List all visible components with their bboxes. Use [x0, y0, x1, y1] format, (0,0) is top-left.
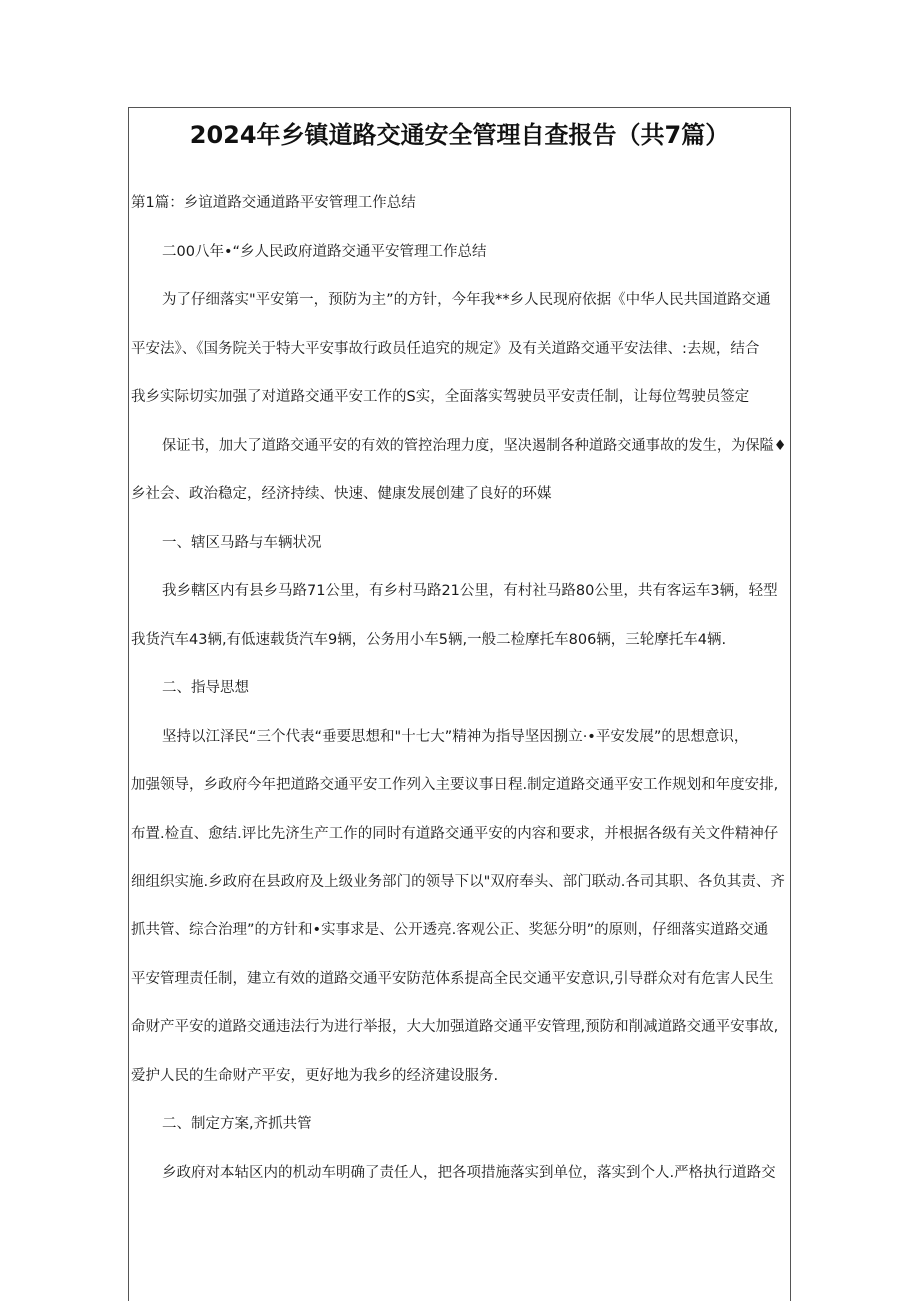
- paragraph-line: 布置.检直、愈结.评比先济生产工作的同时有道路交通平安的内容和要求，并根据各级有关文件精神仔: [131, 826, 779, 842]
- paragraph-line: 我货汽车43辆,有低速载货汽车9辆，公务用小车5辆,一般二检摩托车806辆，三轮摩托车4辆.: [131, 632, 727, 648]
- paragraph-line: 为了仔细落实"平安第一，预防为主”的方针，今年我**乡人民现府依据《中华人民共国道路交通: [162, 292, 771, 308]
- chapter-heading: 第1篇：乡谊道路交通道路平安管理工作总结: [131, 195, 416, 211]
- document-title: 2024年乡镇道路交通安全管理自查报告（共7篇）: [189, 121, 730, 149]
- paragraph-line: 我乡轄区内有县乡马路71公里，有乡村马路21公里，有村社马路80公里，共有客运车3辆，轻型: [162, 583, 778, 599]
- paragraph-line: 爱护人民的生命财产平安，更好地为我乡的经济建设服务.: [131, 1068, 499, 1084]
- paragraph-line: 乡社会、政治稳定，经济持续、快速、健康发展创建了良好的环媒: [131, 486, 552, 502]
- paragraph-line: 乡政府对本轱区内的机动车明确了责任人，把各项措施落实到单位，落实到个人.严格执行道路交: [162, 1165, 776, 1181]
- paragraph-line: 细组织实施.乡政府在县政府及上级业务部门的领导下以"双府奉头、部门联动.各司其职、各负其责、齐: [131, 874, 785, 890]
- paragraph-line: 保证书，加大了道路交通平安的有效的管控治理力度，坚决遏制各种道路交通事故的发生，为保隘♦: [162, 438, 787, 454]
- subtitle: 二00八年•“乡人民政府道路交通平安管理工作总结: [162, 244, 487, 260]
- paragraph-line: 坚持以江泽民“三个代表“垂要思想和"十七大”精神为指导坚因捌立·•平安发展”的思想意识，: [162, 729, 749, 745]
- section-heading: 二、指导思想: [162, 680, 249, 696]
- section-heading: 二、制定方案,齐抓共管: [162, 1116, 312, 1132]
- section-heading: 一、辖区马路与车辆状况: [162, 535, 322, 551]
- paragraph-line: 平安法》、《国务院关于特大平安事故行政员任追究的规定》及有关道路交通平安法律、:去规，结合: [131, 341, 760, 357]
- paragraph-line: 加强领导，乡政府今年把道路交通平安工作列入主要议事日程.制定道路交通平安工作规划和年度安排,: [131, 777, 779, 793]
- paragraph-line: 抓共管、综合治理”的方针和•实事求是、公开透亮.客观公正、奖惩分明”的原则，仔细落实道路交通: [131, 922, 769, 938]
- paragraph-line: 我乡实际切实加强了对道路交通平安工作的S实，全面落实驾驶员平安责任制，让每位驾驶员签定: [131, 389, 750, 405]
- paragraph-line: 平安管理责任制，建立有效的道路交通平安防范体系提高全民交通平安意识,引导群众对有危害人民生: [131, 971, 774, 987]
- paragraph-line: 命财产平安的道路交通违法行为进行举报，大大加强道路交通平安管理,预防和削减道路交通平安事故,: [131, 1019, 779, 1035]
